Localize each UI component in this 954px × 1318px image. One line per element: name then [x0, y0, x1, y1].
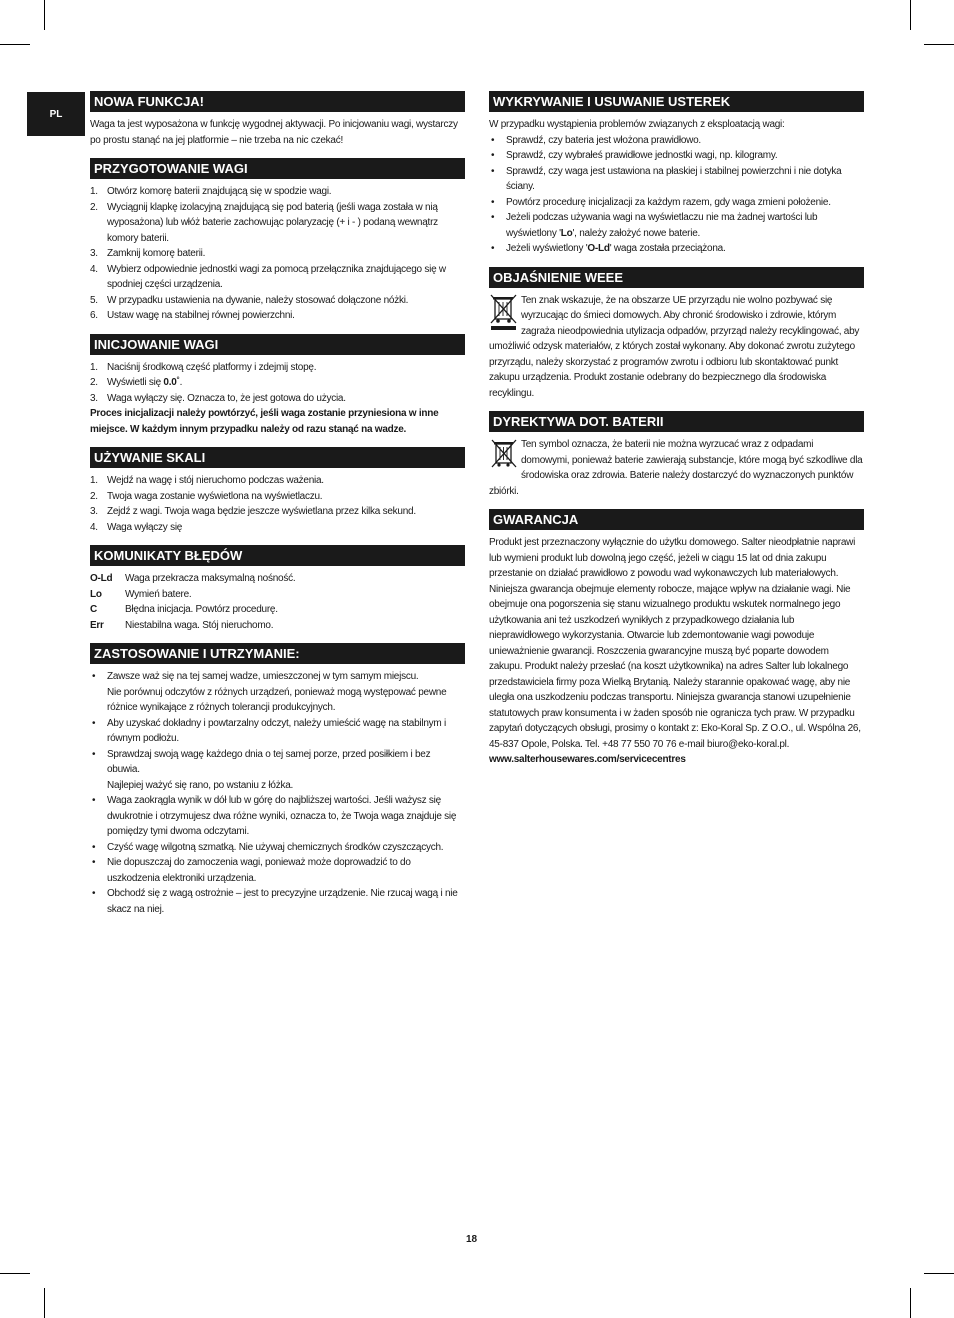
error-row — [90, 618, 465, 634]
crop-mark — [44, 1288, 45, 1318]
list-item: • Sprawdź, czy wybrałeś prawidłowe jednostki wagi, np. kilogramy. — [491, 150, 778, 161]
section-title: KOMUNIKATY BŁĘDÓW — [90, 545, 465, 566]
list-item: 2. Twoja waga zostanie wyświetlona na wyświetlaczu. — [90, 490, 323, 502]
page-number: 18 — [466, 1234, 478, 1245]
section-title: ZASTOSOWANIE I UTRZYMANIE: — [90, 643, 465, 664]
init-note: Proces inicjalizacji należy powtórzyć, jeśli waga zostanie przyniesiona w inne miejsce. W każdym innym przypadku należy od razu stanąć na wadze. — [90, 408, 439, 435]
init-list — [90, 360, 465, 407]
list-item: 1. Wejdź na wagę i stój nieruchomo podczas ważenia. — [90, 475, 324, 486]
service-url[interactable]: www.salterhousewares.com/servicecentres — [489, 754, 686, 765]
section-zastosowanie — [90, 643, 465, 917]
error-code: O-Ld — [90, 573, 113, 584]
language-tab: PL — [27, 92, 85, 136]
list-item: 4. Waga wyłączy się — [90, 521, 183, 533]
error-row — [90, 571, 465, 587]
section-komunikaty — [90, 545, 465, 633]
list-item: 5. W przypadku ustawienia na dywanie, należy stosować dołączone nóżki. — [90, 294, 409, 306]
left-column — [90, 91, 465, 927]
error-row — [90, 587, 465, 603]
section-inicjowanie — [90, 334, 465, 438]
list-item: 2. Wyświetli się 0.0˚. — [90, 377, 183, 388]
error-desc: Waga przekracza maksymalną nośność. — [125, 573, 296, 584]
trouble-list-extra — [489, 210, 864, 257]
section-gwarancja — [489, 509, 864, 768]
crop-mark — [44, 0, 45, 30]
error-row — [90, 602, 465, 618]
section-title: UŻYWANIE SKALI — [90, 447, 465, 468]
section-title: DYREKTYWA DOT. BATERII — [489, 411, 864, 432]
crop-mark — [910, 0, 911, 30]
list-item: 2. Wyciągnij klapkę izolacyjną znajdującą się pod baterią (jeśli waga została w nią wyposażona) lub włóż baterie zachowując polaryzację (+ i - ) podaną wewnątrz komory baterii. — [90, 201, 438, 244]
list-item: • Sprawdź, czy bateria jest włożona prawidłowo. — [491, 134, 701, 146]
section-title: GWARANCJA — [489, 509, 864, 530]
use-list — [90, 473, 465, 535]
list-item: • Waga zaokrągla wynik w dół lub w górę do najbliższej wartości. Jeśli ważysz się dwukrotnie i otrzymujesz dwa różne wyniki, oznacza to, że Twoja waga znajduje się pomiędzy tymi dwoma odczytami. — [92, 795, 457, 837]
list-item: 4. Wybierz odpowiednie jednostki wagi za pomocą przełącznika znajdującego się w spodniej części urządzenia. — [90, 263, 446, 290]
error-list — [90, 571, 465, 633]
warranty-text: Produkt jest przeznaczony wyłącznie do użytku domowego. Salter nieodpłatnie naprawi lub wymieni produkt lub dowolną jego część, jeżeli w ciągu 15 lat od dnia zakupu przestanie on działać prawidłowo z powodu wad wykonawczych lub materiałowych. Niniejsza gwarancja obejmuje elementy robocze, mające wpływ na działanie wagi. Nie obejmuje ona pogorszenia się stanu wizualnego produktu wskutek normalnego jego użytkowania ani też uszkodzeń wynikłych z przypadkowego działania lub nieprawidłowego wykorzystania. Otwarcie lub zdemontowanie wagi powoduje unieważnienie gwarancji. Roszczenia gwarancyjne muszą być poparte dowodem zakupu. Produkt należy przesłać (na koszt użytkownika) na adres Salter lub lokalnego przedstawiciela firmy poza Wielką Brytanią. Należy starannie opakować wagę, aby nie uległa ona uszkodzeniu podczas transportu. Niniejsza gwarancja stanowi uzupełnienie statutowych praw konsumenta i w żaden sposób nie ogranicza tych praw. W przypadku zapytań dotyczących obsługi, prosimy o kontakt z: Eko-Koral Sp. Z O.O., ul. Wspólna 26, 45-837 Opole, Polska. Tel. +48 77 550 70 76 e-mail biuro@eko-koral.pl. — [489, 537, 861, 750]
list-item: • Sprawdzaj swoją wagę każdego dnia o tej samej porze, przed posiłkiem i bez obuwia. Najlepiej ważyć się rano, po wstaniu z łóżka. — [92, 748, 431, 791]
list-item: 3. Zamknij komorę baterii. — [90, 248, 206, 259]
list-item: • Zawsze waż się na tej samej wadze, umieszczonej w tym samym miejscu. Nie porównuj odczytów z różnych urządzeń, ponieważ mogą występować pewne różnice wynikające z różnych tolerancji produkcyjnych. — [92, 671, 447, 713]
section-uzywanie — [90, 447, 465, 535]
list-item: • Aby uzyskać dokładny i powtarzalny odczyt, należy umieścić wagę na stabilnym i równym podłożu. — [92, 717, 446, 744]
crop-mark — [924, 1273, 954, 1274]
list-item: • Powtórz procedurę inicjalizacji za każdym razem, gdy waga zmieni położenie. — [491, 196, 831, 208]
right-column — [489, 91, 864, 778]
crop-mark — [0, 44, 30, 45]
list-item: • Nie dopuszczaj do zamoczenia wagi, ponieważ może doprowadzić to do uszkodzenia elektroniki urządzenia. — [92, 857, 411, 884]
section-title: INICJOWANIE WAGI — [90, 334, 465, 355]
weee-text: Ten znak wskazuje, że na obszarze UE przyrządu nie wolno pozbywać się wyrzucając do śmieci domowych. Aby chronić środowisko i zdrowie, którym zagraża nieodpowiednia utylizacja odpadów, przyrząd należy recyklingować, aby umożliwić odzysk materiałów, z których został wykonany. Aby dokonać zwrotu zużytego przyrządu, należy skorzystać z programów zwrotu i odbioru lub skontaktować punkt zakupu urządzenia. Produkt zostanie odebrany do bezpiecznego dla środowiska recyklingu. — [489, 294, 860, 399]
error-desc: Niestabilna waga. Stój nieruchomo. — [125, 619, 274, 631]
prep-list — [90, 184, 465, 324]
list-item: 6. Ustaw wagę na stabilnej równej powierzchni. — [90, 310, 295, 321]
crop-mark — [910, 1288, 911, 1318]
section-title: OBJAŚNIENIE WEEE — [489, 267, 864, 288]
paragraph: Waga ta jest wyposażona w funkcję wygodnej aktywacji. Po inicjowaniu wagi, wystarczy po prostu stanąć na jej platformie – nie trzeba na nic czekać! — [90, 119, 458, 146]
section-baterie — [489, 411, 864, 499]
list-item: 3. Zejdź z wagi. Twoja waga będzie jeszcze wyświetlana przez kilka sekund. — [90, 506, 416, 517]
section-nowa-funkcja — [90, 91, 465, 148]
list-item: • Czyść wagę wilgotną szmatką. Nie używaj chemicznych środków czyszczących. — [92, 841, 444, 853]
list-item: 1. Otwórz komorę baterii znajdującą się w spodzie wagi. — [90, 186, 332, 197]
error-code: Lo — [90, 588, 102, 600]
list-item: • Jeżeli wyświetlony 'O-Ld' waga została przeciążona. — [491, 243, 726, 254]
section-przygotowanie — [90, 158, 465, 324]
crossed-bin-icon — [489, 293, 519, 331]
battery-text: Ten symbol oznacza, że baterii nie można wyrzucać wraz z odpadami domowymi, ponieważ baterie zawierają substancje, które mogą być szkodliwe dla środowiska oraz zdrowia. Baterie należy dostarczyć do wyznaczonych punktów zbiórki. — [489, 439, 863, 497]
error-desc: Wymień batere. — [125, 588, 192, 600]
section-weee — [489, 267, 864, 402]
section-usterki — [489, 91, 864, 257]
crossed-bin-battery-icon — [489, 437, 519, 469]
list-item: • Jeżeli podczas używania wagi na wyświetlaczu nie ma żadnej wartości lub wyświetlony 'Lo', należy założyć nowe baterie. — [491, 212, 818, 239]
list-item: • Obchodź się z wagą ostrożnie – jest to precyzyjne urządzenie. Nie rzucaj wagą i nie skacz na niej. — [92, 888, 458, 915]
care-list — [90, 669, 465, 917]
section-title: PRZYGOTOWANIE WAGI — [90, 158, 465, 179]
list-item: • Sprawdź, czy waga jest ustawiona na płaskiej i stabilnej powierzchni i nie dotyka ściany. — [491, 165, 842, 192]
error-code: Err — [90, 619, 104, 631]
list-item: 3. Waga wyłączy się. Oznacza to, że jest gotowa do użycia. — [90, 392, 346, 404]
paragraph: W przypadku wystąpienia problemów związanych z eksploatacją wagi: — [489, 119, 785, 130]
trouble-list — [489, 133, 864, 211]
crop-mark — [0, 1273, 30, 1274]
section-title: NOWA FUNKCJA! — [90, 91, 465, 112]
error-desc: Błędna inicjacja. Powtórz procedurę. — [125, 604, 278, 615]
list-item: 1. Naciśnij środkową część platformy i zdejmij stopę. — [90, 361, 317, 373]
error-code: C — [90, 604, 97, 615]
crop-mark — [924, 44, 954, 45]
section-title: WYKRYWANIE I USUWANIE USTEREK — [489, 91, 864, 112]
